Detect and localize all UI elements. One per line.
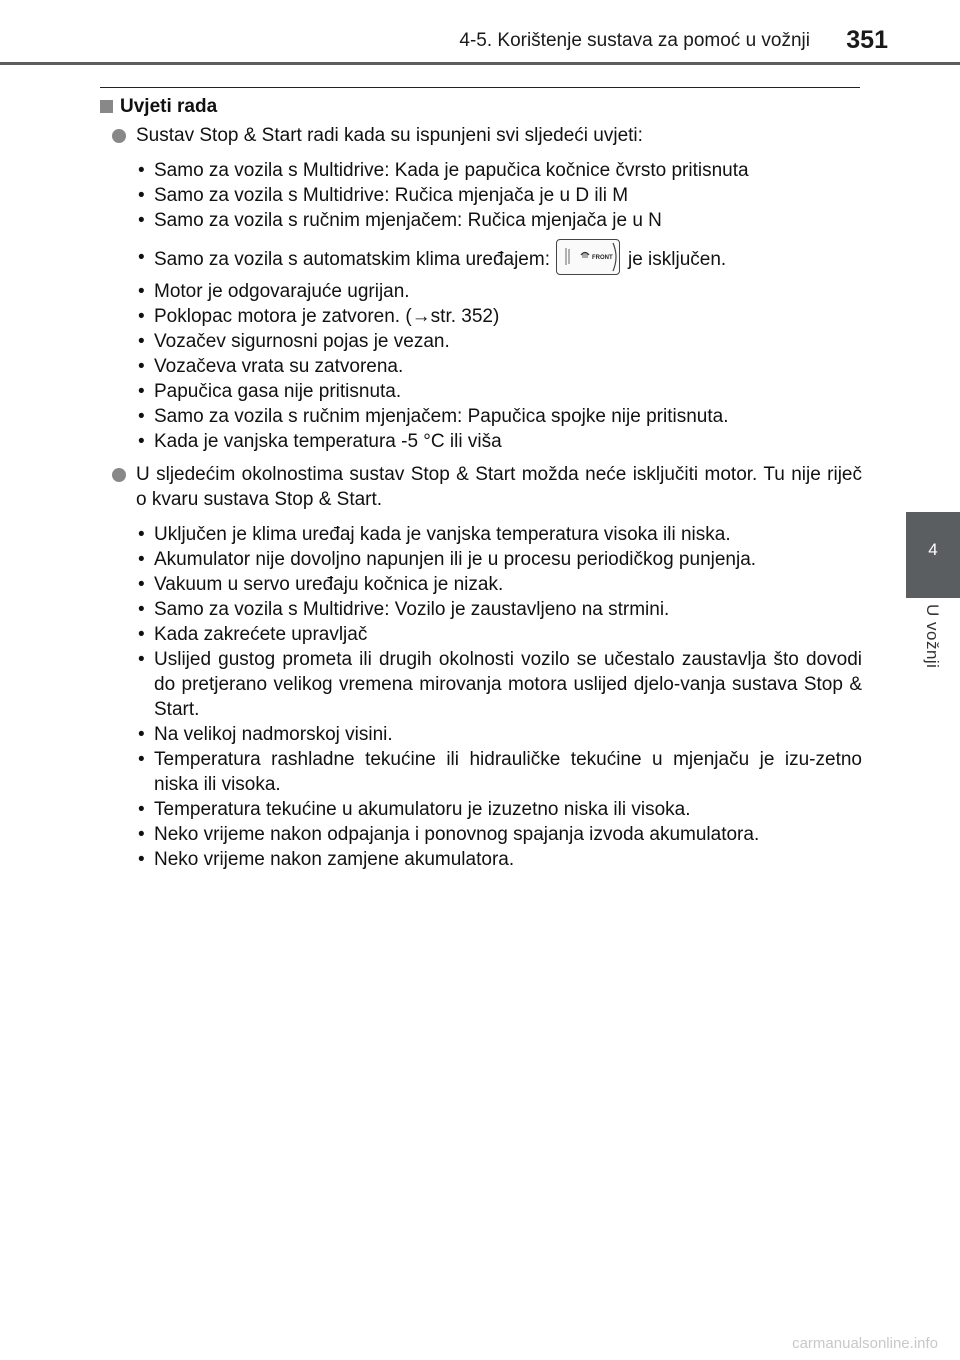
list-item: • Samo za vozila s ručnim mjenjačem: Ručica mjenjača je u N bbox=[136, 208, 862, 233]
list-item: • Samo za vozila s Multidrive: Ručica mjenjača je u D ili M bbox=[136, 183, 862, 208]
list-item: • Vozačeva vrata su zatvorena. bbox=[136, 354, 862, 379]
circle-bullet-icon bbox=[112, 468, 126, 482]
list-item: • Temperatura tekućine u akumulatoru je izuzetno niska ili visoka. bbox=[136, 797, 862, 822]
header-rule bbox=[0, 62, 960, 65]
watermark: carmanualsonline.info bbox=[792, 1335, 938, 1352]
bullet-list bbox=[98, 158, 862, 454]
list-item: • Samo za vozila s Multidrive: Kada je papučica kočnice čvrsto pritisnuta bbox=[136, 158, 862, 183]
point-text: U sljedećim okolnostima sustav Stop & Start možda neće isključiti motor. Tu nije riječ o kvaru sustava Stop & Start. bbox=[136, 464, 862, 510]
front-icon-label: FRONT bbox=[591, 255, 613, 261]
header-section-title: 4-5. Korištenje sustava za pomoć u vožnji bbox=[459, 30, 810, 51]
list-item: • Neko vrijeme nakon zamjene akumulatora. bbox=[136, 847, 862, 872]
section-heading bbox=[98, 94, 862, 119]
list-item: • Na velikoj nadmorskoj visini. bbox=[136, 722, 862, 747]
icon-item-after: je isključen. bbox=[627, 249, 727, 271]
front-defroster-button-icon bbox=[556, 239, 620, 275]
list-item: • Kada zakrećete upravljač bbox=[136, 622, 862, 647]
list-item-with-icon bbox=[136, 245, 862, 275]
point-text: Sustav Stop & Start radi kada su ispunjeni svi sljedeći uvjeti: bbox=[136, 125, 643, 146]
list-item: • Uslijed gustog prometa ili drugih okolnosti vozilo se učestalo zaustavlja što dovodi do pretjerano velikog vremena mirovanja motora uslijed djelo-vanja sustava Stop & Start. bbox=[136, 647, 862, 722]
section-title: Uvjeti rada bbox=[120, 96, 218, 117]
list-item: • Poklopac motora je zatvoren. (→str. 352) bbox=[136, 304, 862, 329]
bullet-list bbox=[98, 522, 862, 872]
list-item: • Vozačev sigurnosni pojas je vezan. bbox=[136, 329, 862, 354]
list-item: • Akumulator nije dovoljno napunjen ili je u procesu periodičkog punjenja. bbox=[136, 547, 862, 572]
content-rule bbox=[100, 87, 860, 88]
list-item: • Vakuum u servo uređaju kočnica je nizak. bbox=[136, 572, 862, 597]
chapter-number: 4 bbox=[928, 540, 938, 559]
icon-item-before: Samo za vozila s automatskim klima uređajem: bbox=[154, 249, 550, 271]
chapter-label: U vožnji bbox=[923, 604, 942, 669]
main-content bbox=[98, 94, 862, 880]
page-header bbox=[0, 0, 960, 64]
page-number: 351 bbox=[846, 26, 888, 54]
list-item: • Neko vrijeme nakon odpajanja i ponovnog spajanja izvoda akumulatora. bbox=[136, 822, 862, 847]
list-item: • Samo za vozila s ručnim mjenjačem: Papučica spojke nije pritisnuta. bbox=[136, 404, 862, 429]
square-bullet-icon bbox=[100, 100, 113, 113]
list-item: • Papučica gasa nije pritisnuta. bbox=[136, 379, 862, 404]
condition-point bbox=[98, 462, 862, 512]
list-item: • Kada je vanjska temperatura -5 °C ili viša bbox=[136, 429, 862, 454]
circle-bullet-icon bbox=[112, 129, 126, 143]
list-item: • Motor je odgovarajuće ugrijan. bbox=[136, 279, 862, 304]
list-item: • Samo za vozila s Multidrive: Vozilo je zaustavljeno na strmini. bbox=[136, 597, 862, 622]
condition-point bbox=[98, 123, 862, 148]
list-item: • Uključen je klima uređaj kada je vanjska temperatura visoka ili niska. bbox=[136, 522, 862, 547]
list-item: • Temperatura rashladne tekućine ili hidrauličke tekućine u mjenjaču je izu-zetno niska ili visoka. bbox=[136, 747, 862, 797]
